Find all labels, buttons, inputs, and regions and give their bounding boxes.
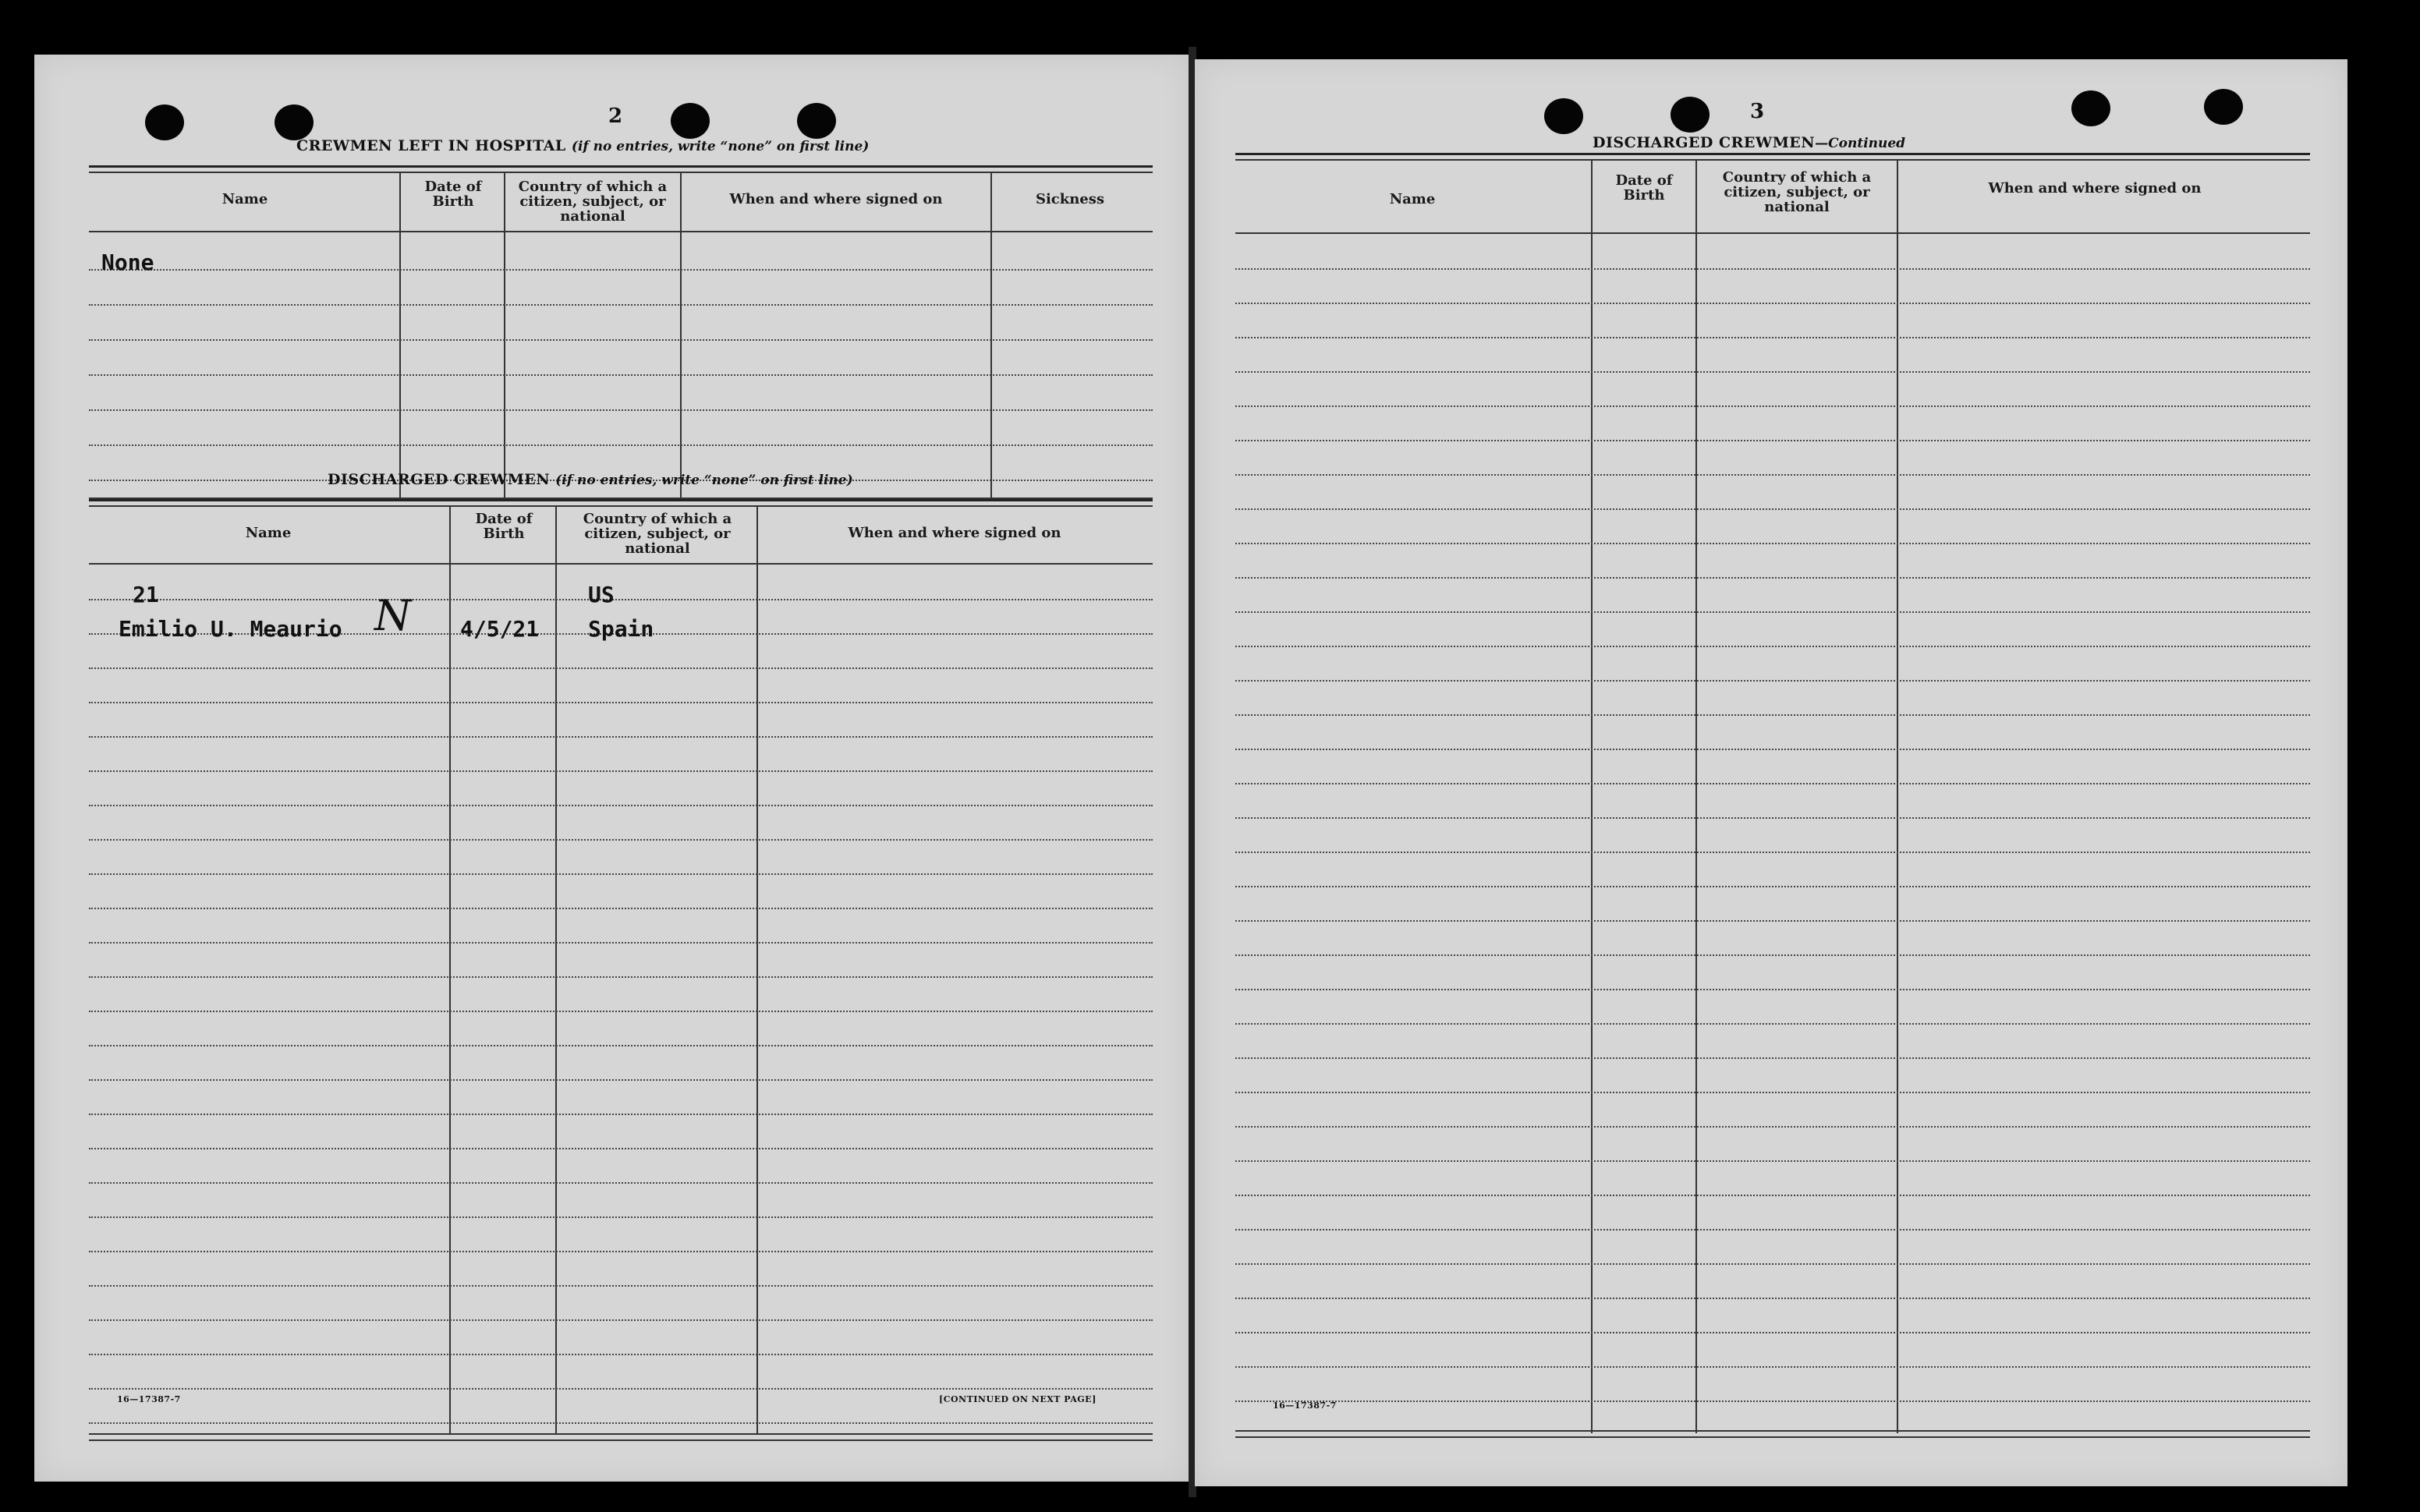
table-row-line <box>1235 508 2310 510</box>
table-row-line <box>89 1285 1153 1287</box>
table-top-rule <box>89 505 1153 507</box>
col-header-signed-on: When and where signed on <box>1988 180 2202 197</box>
punch-hole <box>1671 97 1710 133</box>
table-top-rule <box>89 165 1153 168</box>
punch-hole <box>2204 89 2243 125</box>
table-row-line <box>89 1251 1153 1252</box>
col-header-sickness: Sickness <box>1035 191 1105 207</box>
table-row-line <box>1235 646 2310 647</box>
table-row-line <box>1235 714 2310 716</box>
table-row-line <box>89 1182 1153 1184</box>
table-row-line <box>1235 1126 2310 1128</box>
col-header-country: Country of which a citizen, subject, or national <box>1722 169 1872 215</box>
header-bottom-rule <box>89 231 1153 232</box>
table-row-line <box>1235 783 2310 784</box>
header-bottom-rule <box>1235 232 2310 234</box>
table-row-line <box>89 1114 1153 1115</box>
page-number: 2 <box>608 104 623 128</box>
table-row-line <box>1235 680 2310 682</box>
discharged-row-country: Spain <box>588 616 654 642</box>
table-row-line <box>89 1422 1153 1424</box>
table-top-rule <box>1235 153 2310 155</box>
form-number: 16—17387-7 <box>1273 1400 1337 1411</box>
col-header-name: Name <box>221 191 268 207</box>
table-top-rule <box>89 499 1153 501</box>
right-page <box>1195 59 2347 1486</box>
form-number: 16—17387-7 <box>117 1394 181 1404</box>
column-divider <box>399 172 401 499</box>
table-row-line <box>89 667 1153 669</box>
punch-hole <box>797 103 836 139</box>
col-header-country: Country of which a citizen, subject, or national <box>518 179 668 225</box>
table-row-line <box>89 702 1153 703</box>
col-header-signed-on: When and where signed on <box>729 191 943 207</box>
table-row-line <box>1235 1023 2310 1025</box>
table-row-line <box>89 409 1153 411</box>
hospital-section-title: CREWMEN LEFT IN HOSPITAL (if no entries, write “none” on first line) <box>296 137 870 154</box>
left-page <box>34 55 1189 1482</box>
table-row-line <box>1235 1229 2310 1230</box>
table-row-line <box>1235 852 2310 853</box>
table-row-line <box>1235 749 2310 750</box>
table-row-line <box>89 770 1153 772</box>
discharged-row-dob: 4/5/21 <box>460 616 540 642</box>
page-number: 3 <box>1750 100 1765 123</box>
discharged-row-name: 21 <box>133 582 159 607</box>
table-row-line <box>1235 954 2310 956</box>
column-divider <box>1897 159 1898 1433</box>
table-row-line <box>1235 1366 2310 1368</box>
table-row-line <box>1235 268 2310 270</box>
table-row-line <box>1235 1332 2310 1333</box>
hospital-entry: None <box>101 250 154 275</box>
column-divider <box>504 172 505 499</box>
punch-hole <box>275 104 314 140</box>
col-header-signed-on: When and where signed on <box>848 525 1061 541</box>
table-row-line <box>1235 1195 2310 1196</box>
table-row-line <box>1235 1263 2310 1265</box>
table-row-line <box>1235 405 2310 407</box>
col-header-dob: Date of Birth <box>475 511 533 542</box>
table-row-line <box>89 1148 1153 1149</box>
table-row-line <box>89 269 1153 271</box>
table-row-line <box>89 976 1153 978</box>
column-divider <box>990 172 992 499</box>
table-bottom-rule <box>1235 1436 2310 1438</box>
table-row-line <box>89 339 1153 341</box>
table-row-line <box>1235 543 2310 544</box>
table-row-line <box>89 444 1153 446</box>
column-divider <box>1695 159 1697 1433</box>
table-row-line <box>89 873 1153 875</box>
continued-note: [CONTINUED ON NEXT PAGE] <box>939 1394 1097 1404</box>
table-row-line <box>89 374 1153 376</box>
table-row-line <box>89 1319 1153 1321</box>
column-divider <box>449 505 451 1435</box>
col-header-name: Name <box>1389 191 1436 207</box>
table-top-rule <box>89 172 1153 173</box>
table-row-line <box>1235 371 2310 373</box>
punch-hole <box>145 104 184 140</box>
table-row-line <box>89 304 1153 306</box>
table-bottom-rule <box>1235 1430 2310 1432</box>
header-bottom-rule <box>89 563 1153 565</box>
col-header-name: Name <box>245 525 292 541</box>
column-divider <box>1591 159 1593 1433</box>
table-row-line <box>1235 920 2310 922</box>
table-row-line <box>89 1216 1153 1218</box>
table-row-line <box>89 1045 1153 1046</box>
handwritten-mark: N <box>374 591 412 640</box>
table-bottom-rule <box>89 1439 1153 1441</box>
discharged-continued-title: DISCHARGED CREWMEN—Continued <box>1593 134 1906 151</box>
table-row-line <box>1235 440 2310 441</box>
discharged-section-title: DISCHARGED CREWMEN (if no entries, write “none” on first line) <box>328 471 853 488</box>
table-row-line <box>89 1354 1153 1355</box>
col-header-dob: Date of Birth <box>1615 172 1673 204</box>
punch-hole <box>1544 98 1583 134</box>
table-row-line <box>89 599 1153 600</box>
punch-hole <box>671 103 710 139</box>
table-row-line <box>1235 886 2310 887</box>
column-divider <box>756 505 758 1435</box>
table-row-line <box>1235 1057 2310 1059</box>
column-divider <box>555 505 557 1435</box>
table-row-line <box>89 908 1153 909</box>
col-header-dob: Date of Birth <box>424 179 482 210</box>
table-row-line <box>89 1079 1153 1081</box>
table-row-line <box>1235 303 2310 304</box>
table-row-line <box>89 839 1153 841</box>
punch-hole <box>2071 90 2110 126</box>
table-row-line <box>1235 1400 2310 1402</box>
table-row-line <box>1235 474 2310 476</box>
table-row-line <box>1235 337 2310 338</box>
table-row-line <box>1235 817 2310 819</box>
table-row-line <box>89 805 1153 806</box>
table-top-rule <box>1235 159 2310 161</box>
table-row-line <box>89 1388 1153 1390</box>
column-divider <box>680 172 682 499</box>
table-row-line <box>1235 611 2310 613</box>
table-row-line <box>1235 577 2310 579</box>
table-row-line <box>89 736 1153 738</box>
discharged-row-name: Emilio U. Meaurio <box>119 616 342 642</box>
table-row-line <box>1235 1298 2310 1299</box>
col-header-country: Country of which a citizen, subject, or national <box>583 511 732 557</box>
table-row-line <box>89 1011 1153 1012</box>
discharged-row-country: US <box>588 582 615 607</box>
table-bottom-rule <box>89 1433 1153 1435</box>
table-row-line <box>1235 1160 2310 1162</box>
table-row-line <box>1235 1092 2310 1093</box>
table-row-line <box>89 942 1153 944</box>
table-row-line <box>1235 989 2310 990</box>
